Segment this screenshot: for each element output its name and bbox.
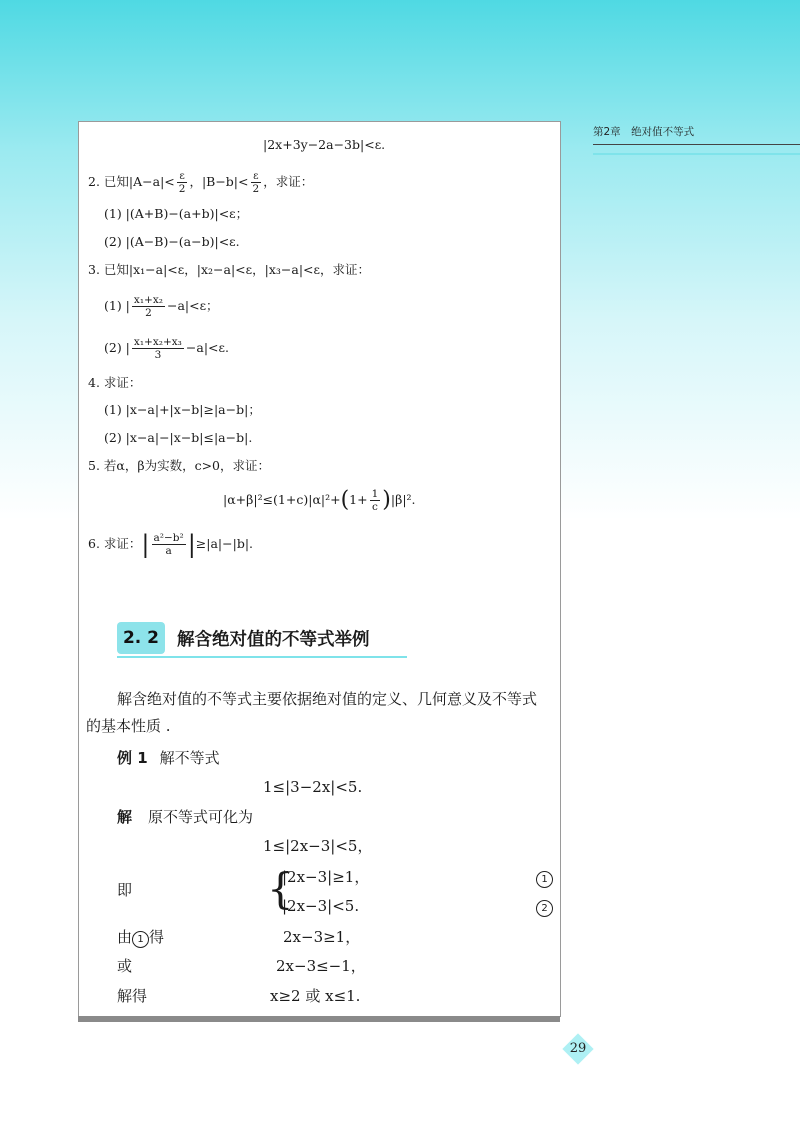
page-number: [560, 1038, 596, 1064]
exercise-3-fraction-1: $\frac{\text{x₁+x₂}}{2}$: [133, 294, 163, 319]
exercise-4: 4. 求证：: [88, 375, 142, 390]
chapter-accent-rule: [593, 153, 800, 155]
marker-1: 1: [536, 867, 553, 888]
exercise-1-continued: |2x+3y−2a−3b|<ε.: [263, 137, 386, 152]
or-equation: 2x−3≤−1，: [276, 957, 366, 975]
exercise-5-formula: |α+β|²≤(1+c)|α|²+(1+ $\frac{1}{c}$ )|β|².: [223, 487, 416, 513]
solve-equation: x≥2 或 x≤1.: [270, 987, 361, 1005]
ji-label: 即: [117, 881, 133, 899]
exercise-5: 5. 若α，β为实数，c>0，求证：: [88, 458, 270, 473]
chapter-rule: [593, 144, 800, 145]
exercise-2-tail: ，求证：: [263, 174, 314, 189]
exercise-6-fraction: $\frac{\text{a²−b²}}{a}$: [153, 532, 184, 557]
marker-2: 2: [536, 896, 553, 917]
exercise-2-part-1: (1) |(A+B)−(a+b)|<ε；: [104, 206, 249, 221]
exercise-3-part-2: (2) | $\frac{\text{x₁+x₂+x₃}}{3}$ −a|<ε.: [104, 336, 229, 361]
exercise-2-part-2: (2) |(A−B)−(a−b)|<ε.: [104, 234, 240, 249]
exercise-3-fraction-2: $\frac{\text{x₁+x₂+x₃}}{3}$: [133, 336, 182, 361]
exercise-2-fraction-2: $\frac{\varepsilon}{2}$: [252, 170, 260, 195]
solution-label: 解: [117, 808, 133, 826]
exercise-3-part-1: (1) | $\frac{\text{x₁+x₂}}{2}$ −a|<ε；: [104, 294, 219, 319]
chapter-title: 第2章 绝对值不等式: [593, 126, 695, 138]
section-title: 解含绝对值的不等式举例: [177, 630, 370, 650]
example-equation: 1≤|3−2x|<5.: [263, 778, 363, 796]
exercise-3: 3. 已知|x₁−a|<ε，|x₂−a|<ε，|x₃−a|<ε，求证：: [88, 262, 370, 277]
from-1-equation: 2x−3≥1，: [283, 928, 361, 946]
exercise-5-fraction: $\frac{1}{c}$: [371, 488, 379, 513]
page-bottom-bar: [78, 1016, 560, 1022]
example-text: 解不等式: [159, 749, 220, 767]
exercise-4-part-1: (1) |x−a|+|x−b|≥|a−b|；: [104, 402, 261, 417]
solve-label: 解得: [117, 987, 148, 1005]
example-1: [117, 748, 220, 768]
system-line-1: |2x−3|≥1，: [282, 868, 370, 886]
exercise-2-lead: 2. 已知|A−a|<: [88, 174, 175, 189]
solution: [117, 807, 253, 827]
section-number: 2. 2: [117, 622, 165, 654]
system-brace: {: [267, 864, 294, 913]
exercise-2-fraction-1: $\frac{\varepsilon}{2}$: [178, 170, 186, 195]
from-1-label: 由 1 得: [117, 928, 165, 946]
chapter-header: [593, 124, 800, 155]
example-label: 例 1: [117, 749, 148, 767]
section-rule: [117, 656, 407, 658]
solution-equation: 1≤|2x−3|<5，: [263, 837, 373, 855]
or-label: 或: [117, 957, 133, 975]
page-number-text: 29: [569, 1041, 587, 1056]
intro-paragraph-line-1: 解含绝对值的不等式主要依据绝对值的定义、几何意义及不等式: [117, 690, 538, 708]
exercise-2-mid: ，|B−b|<: [189, 174, 249, 189]
exercise-6: 6. 求证：| $\frac{\text{a²−b²}}{a}$ |≥|a|−|b|.: [88, 530, 254, 559]
solution-text: 原不等式可化为: [148, 808, 254, 826]
exercise-4-part-2: (2) |x−a|−|x−b|≤|a−b|.: [104, 430, 253, 445]
intro-paragraph-line-2: 的基本性质 .: [86, 717, 171, 735]
exercise-2: [88, 170, 313, 195]
system-line-2: |2x−3|<5.: [282, 897, 360, 915]
